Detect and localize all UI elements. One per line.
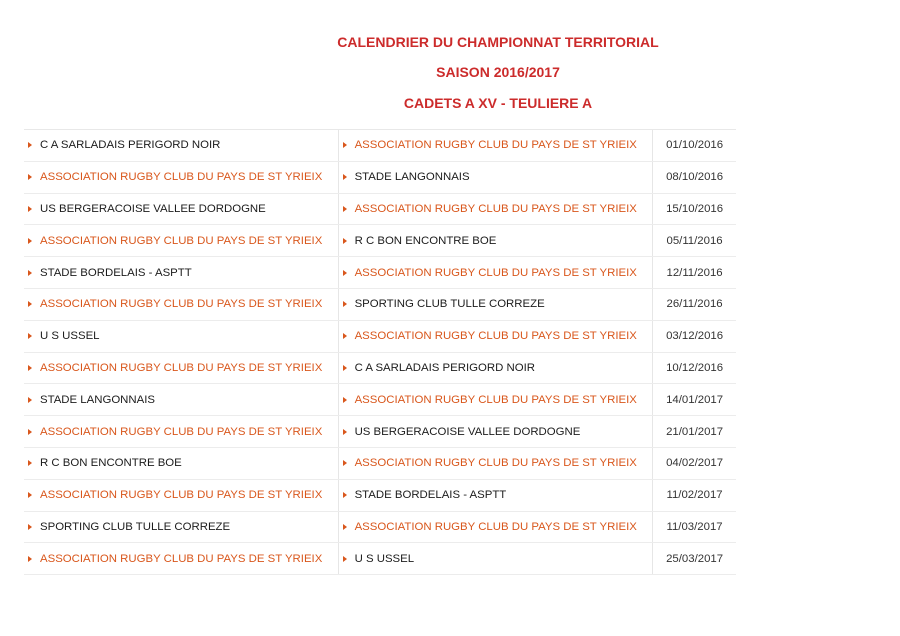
match-date: 04/02/2017 (666, 457, 724, 470)
match-date: 25/03/2017 (666, 552, 724, 565)
home-team-cell (24, 543, 339, 574)
team-name: STADE BORDELAIS - ASPTT (40, 266, 192, 279)
team-name: ASSOCIATION RUGBY CLUB DU PAYS DE ST YRIEIX (354, 520, 637, 533)
team-name: STADE LANGONNAIS (354, 171, 470, 184)
table-row (24, 480, 736, 512)
team-name: U S USSEL (40, 330, 100, 343)
bullet-triangle-icon (28, 524, 32, 530)
table-row (24, 194, 736, 226)
bullet-triangle-icon (28, 270, 32, 276)
team-name: ASSOCIATION RUGBY CLUB DU PAYS DE ST YRIEIX (40, 361, 323, 374)
away-team-cell (339, 289, 654, 320)
bullet-triangle-icon (343, 429, 347, 435)
bullet-triangle-icon (343, 492, 347, 498)
bullet-triangle-icon (343, 174, 347, 180)
bullet-triangle-icon (343, 206, 347, 212)
bullet-triangle-icon (28, 238, 32, 244)
bullet-triangle-icon (343, 238, 347, 244)
team-name: ASSOCIATION RUGBY CLUB DU PAYS DE ST YRIEIX (40, 234, 323, 247)
team-name: ASSOCIATION RUGBY CLUB DU PAYS DE ST YRIEIX (354, 393, 637, 406)
team-name: ASSOCIATION RUGBY CLUB DU PAYS DE ST YRIEIX (354, 202, 637, 215)
bullet-triangle-icon (343, 365, 347, 371)
home-team-cell (24, 384, 339, 415)
bullet-triangle-icon (28, 142, 32, 148)
team-name: SPORTING CLUB TULLE CORREZE (354, 298, 545, 311)
match-date: 12/11/2016 (666, 266, 723, 279)
document-title: CALENDRIER DU CHAMPIONNAT TERRITORIAL (337, 34, 659, 50)
away-team-cell (339, 416, 654, 447)
bullet-triangle-icon (28, 556, 32, 562)
team-name: STADE LANGONNAIS (40, 393, 155, 406)
bullet-triangle-icon (28, 206, 32, 212)
home-team-cell (24, 321, 339, 352)
bullet-triangle-icon (343, 524, 347, 530)
table-row (24, 512, 736, 544)
home-team-cell (24, 416, 339, 447)
table-row (24, 130, 736, 162)
table-row (24, 416, 736, 448)
table-row (24, 448, 736, 480)
team-name: ASSOCIATION RUGBY CLUB DU PAYS DE ST YRIEIX (354, 266, 637, 279)
table-row (24, 162, 736, 194)
away-team-cell (339, 480, 654, 511)
match-date: 11/03/2017 (666, 520, 723, 533)
home-team-cell (24, 257, 339, 288)
away-team-cell (339, 130, 654, 161)
home-team-cell (24, 512, 339, 543)
team-name: ASSOCIATION RUGBY CLUB DU PAYS DE ST YRIEIX (40, 425, 323, 438)
team-name: ASSOCIATION RUGBY CLUB DU PAYS DE ST YRIEIX (40, 298, 323, 311)
category-title: CADETS A XV - TEULIERE A (403, 95, 593, 111)
table-row (24, 353, 736, 385)
home-team-cell (24, 194, 339, 225)
bullet-triangle-icon (28, 492, 32, 498)
bullet-triangle-icon (343, 270, 347, 276)
match-date: 10/12/2016 (666, 361, 724, 374)
team-name: C A SARLADAIS PERIGORD NOIR (40, 139, 221, 152)
home-team-cell (24, 353, 339, 384)
home-team-cell (24, 289, 339, 320)
team-name: US BERGERACOISE VALLEE DORDOGNE (354, 425, 581, 438)
bullet-triangle-icon (28, 397, 32, 403)
away-team-cell (339, 512, 654, 543)
away-team-cell (339, 225, 654, 256)
table-row (24, 384, 736, 416)
match-date: 03/12/2016 (666, 330, 724, 343)
team-name: ASSOCIATION RUGBY CLUB DU PAYS DE ST YRIEIX (354, 139, 637, 152)
team-name: ASSOCIATION RUGBY CLUB DU PAYS DE ST YRIEIX (40, 552, 323, 565)
home-team-cell (24, 480, 339, 511)
away-team-cell (339, 448, 654, 479)
away-team-cell (339, 194, 654, 225)
home-team-cell (24, 130, 339, 161)
bullet-triangle-icon (343, 333, 347, 339)
away-team-cell (339, 321, 654, 352)
match-date: 05/11/2016 (666, 234, 723, 247)
bullet-triangle-icon (28, 301, 32, 307)
away-team-cell (339, 353, 654, 384)
bullet-triangle-icon (343, 142, 347, 148)
away-team-cell (339, 162, 654, 193)
team-name: ASSOCIATION RUGBY CLUB DU PAYS DE ST YRIEIX (40, 171, 323, 184)
team-name: SPORTING CLUB TULLE CORREZE (40, 520, 231, 533)
away-team-cell (339, 384, 654, 415)
match-date: 14/01/2017 (666, 393, 724, 406)
schedule-table (24, 129, 736, 575)
match-date: 15/10/2016 (666, 202, 724, 215)
match-date: 11/02/2017 (666, 489, 723, 502)
season-title: SAISON 2016/2017 (436, 64, 560, 80)
table-row (24, 321, 736, 353)
home-team-cell (24, 225, 339, 256)
team-name: C A SARLADAIS PERIGORD NOIR (354, 361, 535, 374)
team-name: ASSOCIATION RUGBY CLUB DU PAYS DE ST YRIEIX (354, 457, 637, 470)
table-row (24, 257, 736, 289)
team-name: ASSOCIATION RUGBY CLUB DU PAYS DE ST YRIEIX (354, 330, 637, 343)
away-team-cell (339, 543, 654, 574)
home-team-cell (24, 162, 339, 193)
home-team-cell (24, 448, 339, 479)
team-name: ASSOCIATION RUGBY CLUB DU PAYS DE ST YRIEIX (40, 489, 323, 502)
team-name: U S USSEL (354, 552, 415, 565)
table-row (24, 543, 736, 575)
bullet-triangle-icon (28, 429, 32, 435)
bullet-triangle-icon (28, 174, 32, 180)
team-name: R C BON ENCONTRE BOE (40, 457, 182, 470)
bullet-triangle-icon (343, 397, 347, 403)
bullet-triangle-icon (343, 556, 347, 562)
match-date: 08/10/2016 (666, 171, 724, 184)
bullet-triangle-icon (28, 460, 32, 466)
away-team-cell (339, 257, 654, 288)
team-name: R C BON ENCONTRE BOE (354, 234, 497, 247)
team-name: STADE BORDELAIS - ASPTT (354, 489, 507, 502)
bullet-triangle-icon (28, 333, 32, 339)
match-date: 26/11/2016 (666, 298, 723, 311)
table-row (24, 225, 736, 257)
bullet-triangle-icon (343, 301, 347, 307)
table-row (24, 289, 736, 321)
bullet-triangle-icon (343, 460, 347, 466)
match-date: 01/10/2016 (666, 139, 724, 152)
team-name: US BERGERACOISE VALLEE DORDOGNE (40, 202, 266, 215)
match-date: 21/01/2017 (666, 425, 724, 438)
bullet-triangle-icon (28, 365, 32, 371)
